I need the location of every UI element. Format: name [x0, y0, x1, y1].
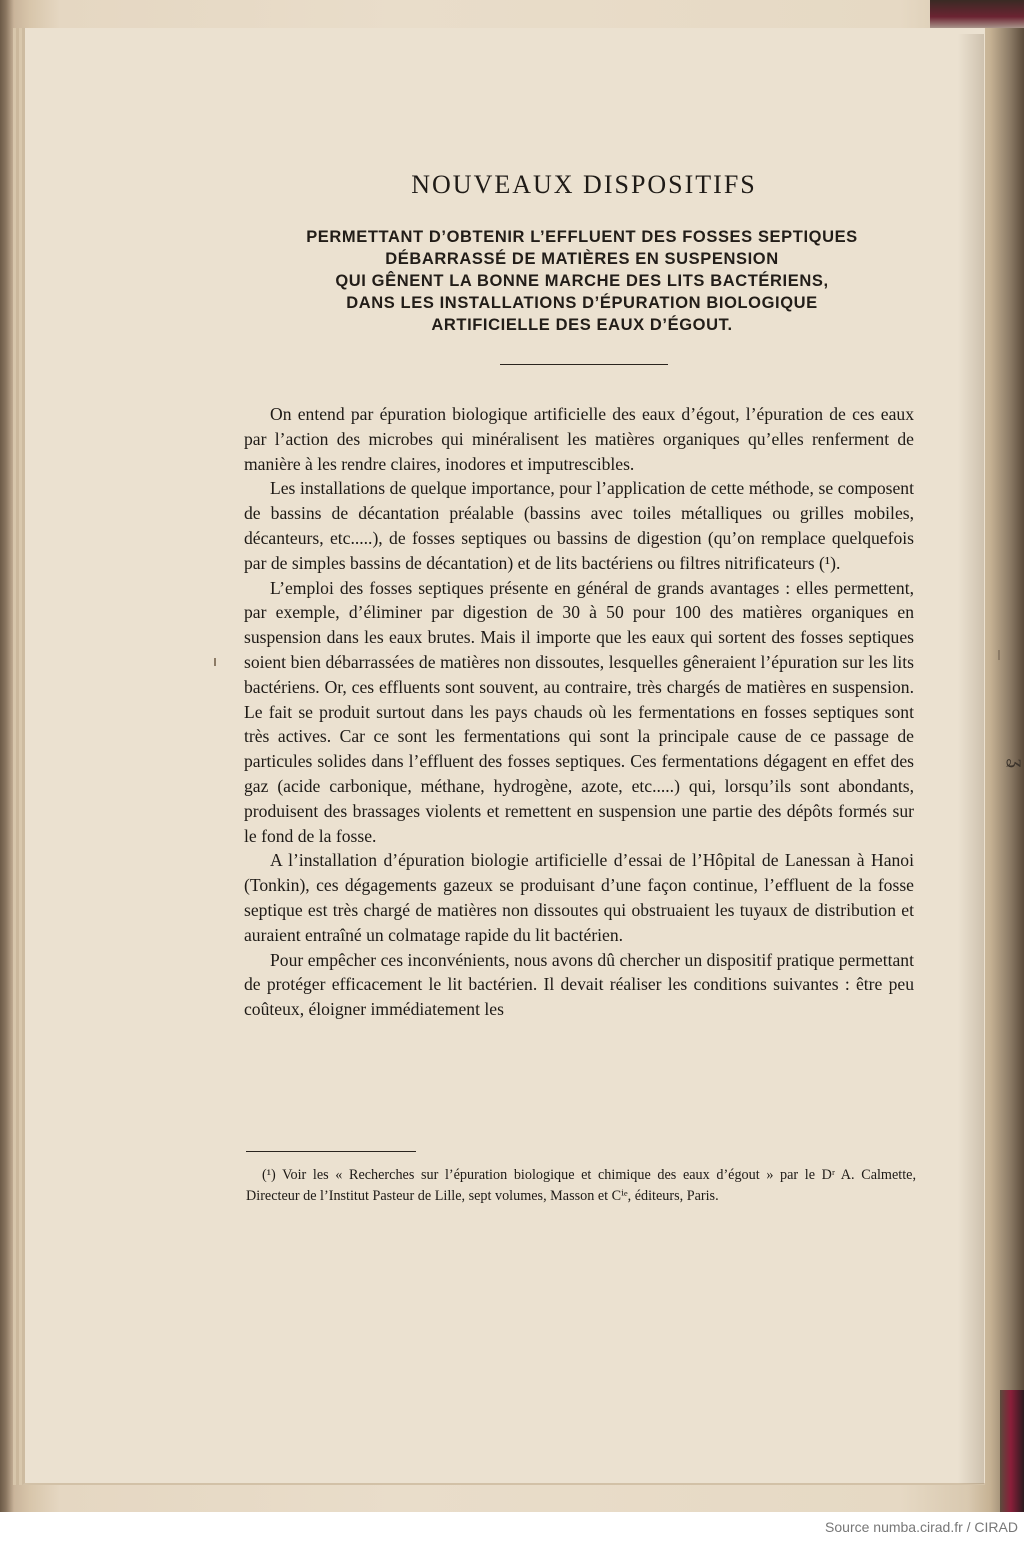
subtitle-line: QUI GÊNENT LA BONNE MARCHE DES LITS BACTÉRIENS, [335, 272, 829, 290]
page-tick-mark [998, 650, 1000, 660]
paragraph: On entend par épuration biologique artificielle des eaux d’égout, l’épuration de ces eaux par l’action des microbes qui minéralisent les matières organiques qu’elles renferment de manière à les rendre claires, inodores et imputrescibles. [244, 404, 914, 474]
footnote-text: (¹) Voir les « Recherches sur l’épuration biologique et chimique des eaux d’égout » par le Dʳ A. Calmette, Directeur de l’Institut Pasteur de Lille, sept volumes, Masson et Cⁱᵉ, éditeurs, Paris. [246, 1167, 916, 1204]
book-binding-edge [1000, 1390, 1024, 1512]
body-text [244, 402, 914, 1022]
subtitle-line: DÉBARRASSÉ DE MATIÈRES EN SUSPENSION [385, 250, 779, 268]
paragraph: A l’installation d’épuration biologie artificielle d’essai de l’Hôpital de Lanessan à Hanoi (Tonkin), ces dégagements gazeux se produisant d’une façon continue, l’effluent de la fosse septique est très chargé de matières non dissoutes qui obstruaient les tuyaux de distribution et auraient entraîné un colmatage rapide du lit bactérien. [244, 850, 914, 945]
book-binding-top [930, 0, 1024, 28]
footnote-divider [246, 1151, 416, 1152]
page-curl-shadow [958, 34, 984, 1484]
document-subtitle [226, 226, 938, 336]
title-divider [500, 364, 668, 365]
subtitle-line: DANS LES INSTALLATIONS D’ÉPURATION BIOLOGIQUE [346, 294, 818, 312]
subtitle-line: ARTIFICIELLE DES EAUX D’ÉGOUT. [431, 316, 733, 334]
margin-mark: ʓ [1005, 759, 1028, 768]
page-tick-mark [214, 658, 216, 666]
paragraph: Pour empêcher ces inconvénients, nous avons dû chercher un dispositif pratique permettant de protéger efficacement le lit bactérien. Il devait réaliser les conditions suivantes : être peu coûteux, éloigner immédiatement les [244, 949, 914, 1020]
document-title: NOUVEAUX DISPOSITIFS [411, 170, 757, 199]
subtitle-line: PERMETTANT D’OBTENIR L’EFFLUENT DES FOSSES SEPTIQUES [306, 228, 858, 246]
paragraph: Les installations de quelque importance, pour l’application de cette méthode, se composent de bassins de décantation préalable (bassins avec toiles métalliques ou grilles mobiles, décanteurs, etc.....), de fosses septiques ou bassins de digestion (qu’on remplace quelquefois par de simples bassins de décantation) et de lits bactériens ou filtres nitrificateurs (¹). [244, 478, 914, 573]
paragraph: L’emploi des fosses septiques présente en général de grands avantages : elles permettent, par exemple, d’éliminer par digestion de 30 à 50 pour 100 des matières organiques en suspension dans les eaux brutes. Mais il importe que les eaux qui sortent des fosses septiques soient bien débarrassées de matières non dissoutes, lesquelles gêneraient l’épuration sur les lits bactériens. Or, ces effluents sont souvent, au contraire, très chargés de matières en suspension. Le fait se produit surtout dans les pays chauds où les fermentations en fosses septiques sont très actives. Car ce sont les fermentations qui sont la principale cause de ce passage de particules solides dans l’effluent des fosses septiques. Ces fermentations dégagent en effet des gaz (acide carbonique, méthane, hydrogène, azote, etc.....) qui, lorsqu’ils sont abondants, produisent des brassages violents et remettent en suspension une partie des dépôts formés sur le fond de la fosse. [244, 577, 914, 846]
footnote [246, 1165, 916, 1207]
source-credit: Source numba.cirad.fr / CIRAD [825, 1519, 1018, 1535]
